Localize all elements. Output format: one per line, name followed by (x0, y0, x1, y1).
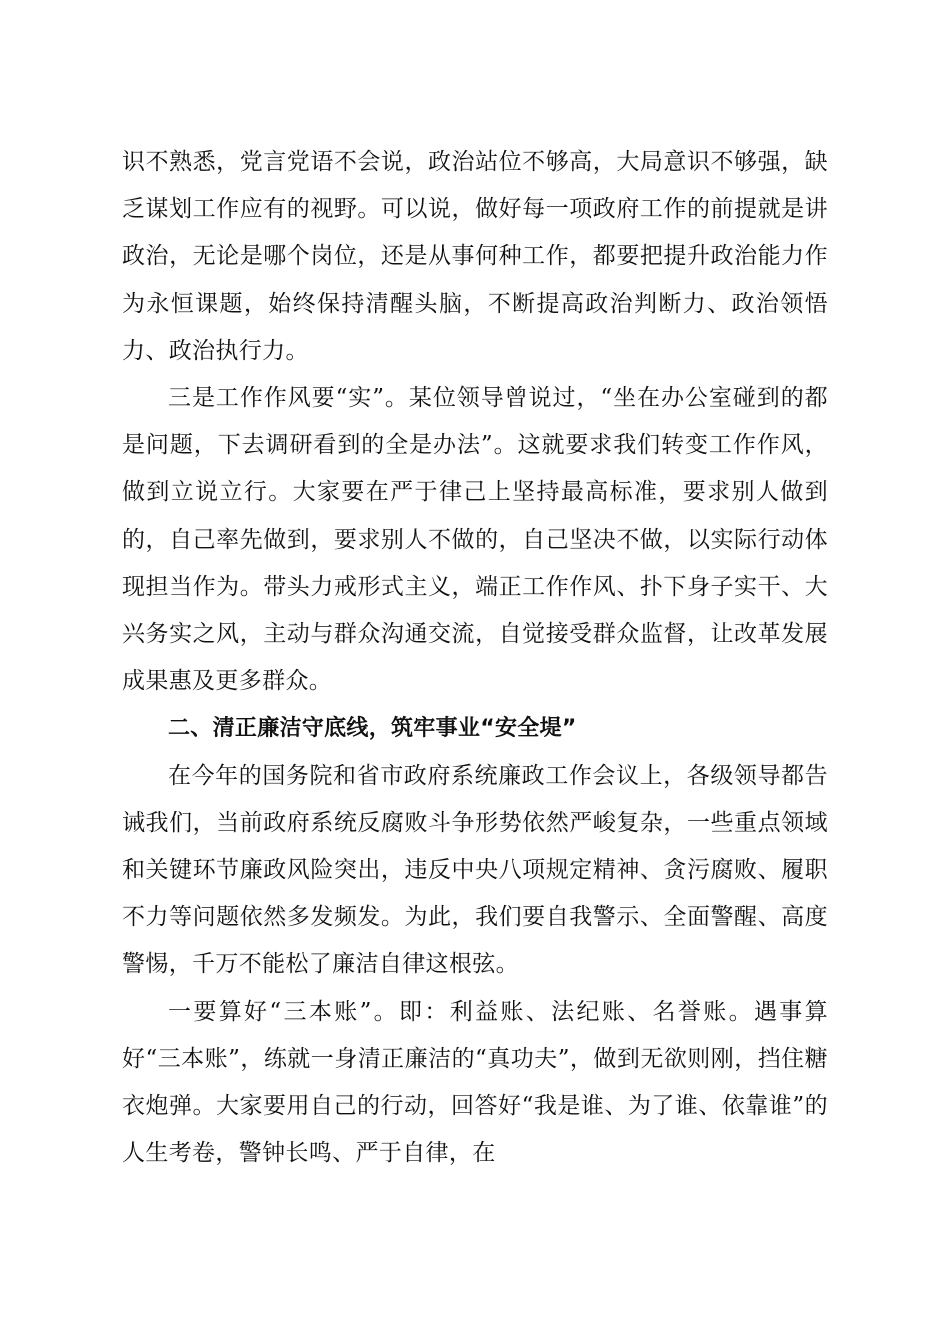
paragraph-anti-corruption: 在今年的国务院和省市政府系统廉政工作会议上，各级领导都告诫我们，当前政府系统反腐败斗争形势依然严峻复杂，一些重点领域和关键环节廉政风险突出，违反中央八项规定精神、贪污腐败、履职不力等问题依然多发频发。为此，我们要自我警示、全面警醒、高度警惕，千万不能松了廉洁自律这根弦。 (122, 762, 828, 978)
paragraph-three-accounts: 一要算好“三本账”。即：利益账、法纪账、名誉账。遇事算好“三本账”，练就一身清正廉洁的“真功夫”，做到无欲则刚，挡住糖衣炮弹。大家要用自己的行动，回答好“我是谁、为了谁、依靠谁”的人生考卷，警钟长鸣、严于自律，在 (122, 998, 828, 1167)
section-heading-integrity: 二、清正廉洁守底线，筑牢事业“安全堤” (168, 716, 577, 742)
paragraph-work-style: 三是工作作风要“实”。某位领导曾说过，“坐在办公室碰到的都是问题，下去调研看到的全是办法”。这就要求我们转变工作作风，做到立说立行。大家要在严于律己上坚持最高标准，要求别人做到的，自己率先做到，要求别人不做的，自己坚决不做，以实际行动体现担当作为。带头力戒形式主义，端正工作作风、扑下身子实干、大兴务实之风，主动与群众沟通交流，自觉接受群众监督，让改革发展成果惠及更多群众。 (122, 385, 828, 695)
paragraph-political-awareness: 识不熟悉，党言党语不会说，政治站位不够高，大局意识不够强，缺乏谋划工作应有的视野。可以说，做好每一项政府工作的前提就是讲政治，无论是哪个岗位，还是从事何种工作，都要把提升政治能力作为永恒课题，始终保持清醒头脑，不断提高政治判断力、政治领悟力、政治执行力。 (122, 149, 828, 364)
document-page (122, 139, 828, 1177)
